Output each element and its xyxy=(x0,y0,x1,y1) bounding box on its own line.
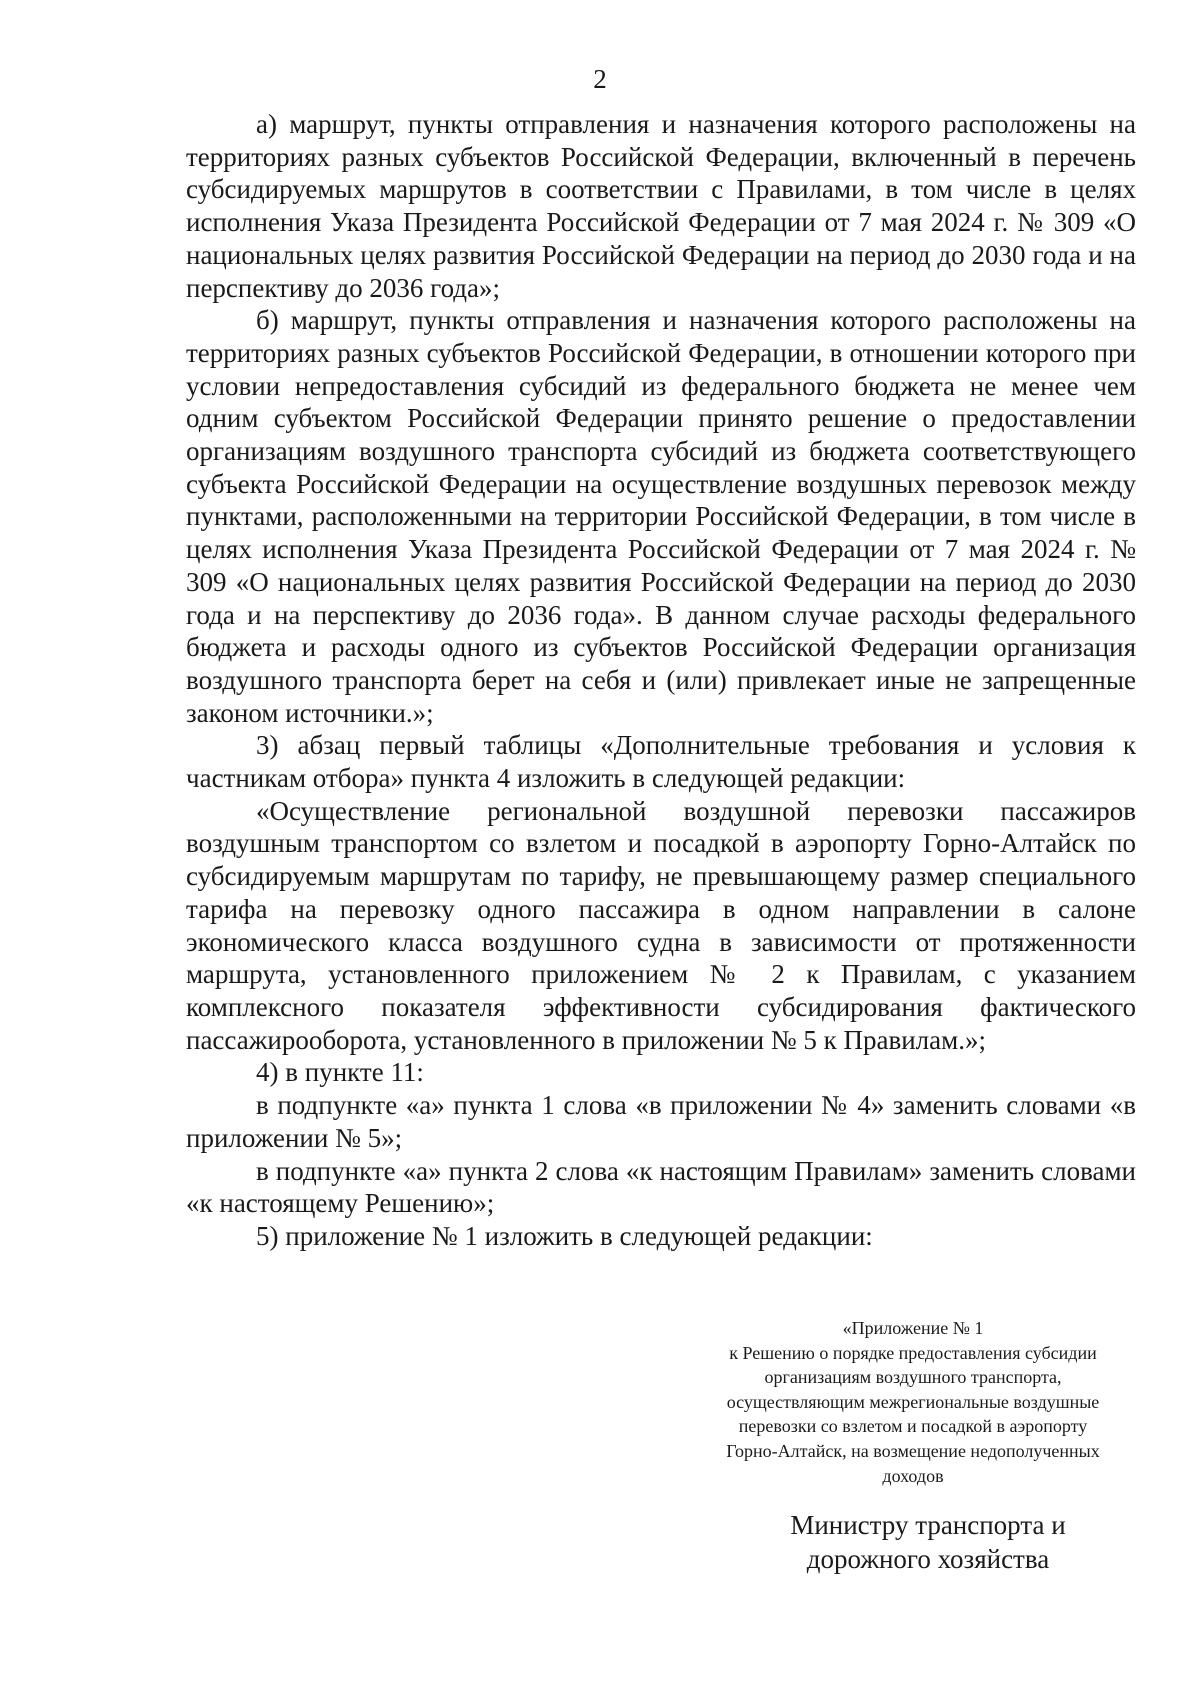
addressee-line: дорожного хозяйства xyxy=(806,1544,1050,1574)
appendix-line: Горно-Алтайск, на возмещение недополученных xyxy=(726,1440,1100,1461)
paragraph-subitem-a-point-2: в подпункте «а» пункта 2 слова «к настоящим Правилам» заменить словами «к настоящему Решению»; xyxy=(186,1155,1136,1219)
paragraph-subitem-b: б) маршрут, пункты отправления и назначения которого расположены на территориях разных субъектов Российской Федерации, в отношении которого при условии непредоставления субсидий из федерального бюджета не менее чем одним субъектом Российской Федерации принято решение о предоставлении организациям воздушного транспорта субсидий из бюджета соответствующего субъекта Российской Федерации на осуществление воздушных перевозок между пунктами, расположенными на территории Российской Федерации, в том числе в целях исполнения Указа Президента Российской Федерации от 7 мая 2024 г. № 309 «О национальных целях развития Российской Федерации на период до 2030 года и на перспективу до 2036 года». В данном случае расходы федерального бюджета и расходы одного из субъектов Российской Федерации организация воздушного транспорта берет на себя и (или) привлекает иные не запрещенные законом источники.»; xyxy=(186,305,1136,728)
paragraph-subitem-a: а) маршрут, пункты отправления и назначения которого расположены на территориях разных субъектов Российской Федерации, включенный в перечень субсидируемых маршрутов в соответствии с Правилами, в том числе в целях исполнения Указа Президента Российской Федерации от 7 мая 2024 г. № 309 «О национальных целях развития Российской Федерации на период до 2030 года и на перспективу до 2036 года»; xyxy=(186,109,1136,303)
addressee-block xyxy=(748,1508,1108,1576)
paragraph-item-4: 4) в пункте 11: xyxy=(256,1057,424,1088)
paragraph-quoted-table-text: «Осуществление региональной воздушной перевозки пассажиров воздушным транспортом со взлетом и посадкой в аэропорту Горно-Алтайск по субсидируемым маршрутам по тарифу, не превышающему размер специального тарифа на перевозку одного пассажира в одном направлении в салоне экономического класса воздушного судна в зависимости от протяженности маршрута, установленного приложением № 2 к Правилам, с указанием комплексного показателя эффективности субсидирования фактического пассажирооборота, установленного в приложении № 5 к Правилам.»; xyxy=(186,795,1136,1055)
appendix-line: осуществляющим межрегиональные воздушные xyxy=(726,1391,1100,1412)
addressee-line: Министру транспорта и xyxy=(790,1510,1066,1540)
appendix-line: доходов xyxy=(882,1465,944,1486)
page-number: 2 xyxy=(593,64,607,94)
document-body xyxy=(186,108,1136,1253)
appendix-line: «Приложение № 1 xyxy=(842,1318,984,1338)
paragraph-item-3: 3) абзац первый таблицы «Дополнительные требования и условия к частникам отбора» пункта 4 изложить в следующей редакции: xyxy=(186,730,1136,794)
appendix-line: перевозки со взлетом и посадкой в аэропорту xyxy=(738,1416,1088,1437)
appendix-line: к Решению о порядке предоставления субсидии xyxy=(729,1342,1097,1363)
paragraph-subitem-a-point-1: в подпункте «а» пункта 1 слова «в приложении № 4» заменить словами «в приложении № 5»; xyxy=(186,1090,1136,1153)
appendix-header xyxy=(688,1316,1138,1488)
appendix-line: организациям воздушного транспорта, xyxy=(764,1367,1062,1388)
paragraph-item-5: 5) приложение № 1 изложить в следующей редакции: xyxy=(256,1220,873,1251)
